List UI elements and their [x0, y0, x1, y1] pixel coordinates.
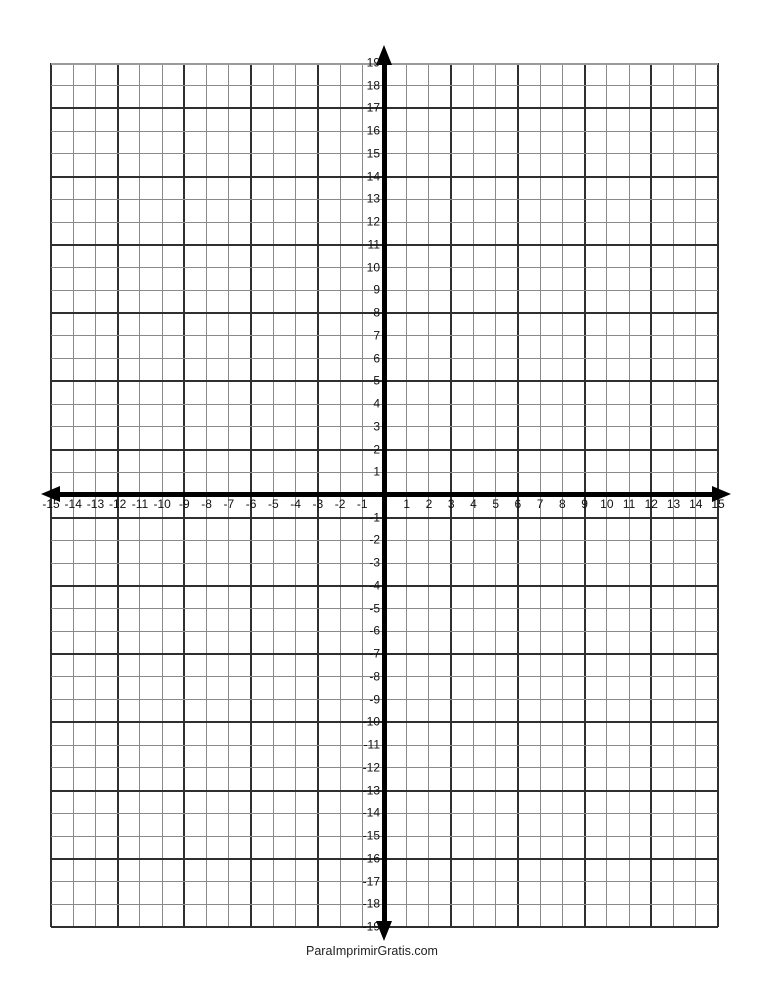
x-tick-label: -14 — [64, 497, 82, 511]
x-tick-label: 6 — [514, 497, 522, 511]
y-tick-label: -17 — [362, 874, 380, 889]
x-tick-label: -8 — [201, 497, 212, 511]
x-tick-label: -5 — [267, 497, 279, 511]
x-tick-label: 10 — [600, 497, 614, 511]
x-tick-label: 12 — [644, 497, 658, 511]
x-tick-label: -15 — [42, 497, 60, 511]
x-tick-label: 9 — [581, 497, 588, 511]
x-tick-label: -13 — [86, 497, 105, 511]
x-tick-label: -4 — [290, 497, 301, 511]
y-tick-label: 15 — [366, 146, 380, 161]
x-tick-label: 3 — [447, 497, 455, 511]
x-tick-label: 2 — [425, 497, 433, 511]
x-tick-label: -1 — [356, 497, 368, 511]
y-tick-label: -5 — [369, 601, 380, 616]
x-tick-label: -2 — [334, 497, 346, 511]
x-tick-label: 11 — [622, 497, 636, 511]
x-tick-label: 4 — [470, 497, 477, 511]
x-tick-label: 5 — [492, 497, 499, 511]
y-tick-label: -6 — [369, 623, 380, 638]
y-tick-label: -1 — [369, 510, 380, 525]
y-tick-label: -12 — [362, 760, 380, 775]
x-tick-label: -9 — [179, 497, 190, 511]
y-tick-label: 13 — [366, 191, 380, 206]
x-tick-label: 13 — [666, 497, 681, 511]
y-tick-label: 19 — [366, 55, 380, 70]
y-tick-label: -3 — [369, 555, 380, 570]
y-tick-label: 17 — [366, 100, 380, 115]
y-tick-label: -10 — [362, 714, 380, 729]
x-tick-label: -3 — [312, 497, 324, 511]
x-tick-label: -11 — [131, 497, 149, 511]
y-tick-label: 16 — [366, 123, 380, 138]
x-tick-label: -6 — [245, 497, 257, 511]
y-tick-label: -2 — [369, 532, 380, 547]
x-tick-label: 15 — [711, 497, 725, 511]
footer-watermark: ParaImprimirGratis.com — [306, 944, 438, 958]
y-tick-label: -15 — [362, 828, 380, 843]
x-tick-label: -7 — [223, 497, 235, 511]
y-tick-label: -13 — [362, 783, 380, 798]
y-tick-label: 10 — [366, 260, 380, 275]
y-tick-label: -7 — [369, 646, 380, 661]
y-tick-label: 7 — [373, 328, 380, 343]
y-tick-label: -4 — [369, 578, 380, 593]
x-tick-label: -10 — [153, 497, 171, 511]
y-tick-label: 5 — [373, 373, 380, 388]
x-tick-label: -12 — [109, 497, 127, 511]
x-tick-label: 14 — [689, 497, 703, 511]
y-tick-label: 6 — [373, 351, 380, 366]
y-tick-label: 3 — [373, 419, 380, 434]
y-tick-label: -14 — [362, 805, 380, 820]
x-tick-label: 7 — [536, 497, 544, 511]
y-tick-label: 18 — [366, 78, 380, 93]
y-tick-label: 9 — [373, 282, 380, 297]
y-tick-label: -11 — [363, 737, 380, 752]
x-tick-label: 1 — [403, 497, 411, 511]
y-tick-label: 1 — [373, 464, 380, 479]
y-tick-label: 2 — [373, 442, 380, 457]
y-tick-label: -8 — [369, 669, 380, 684]
y-tick-label: -16 — [362, 851, 380, 866]
y-tick-label: 11 — [367, 237, 380, 252]
y-tick-label: -9 — [369, 692, 380, 707]
y-tick-label: -19 — [362, 919, 380, 934]
y-tick-label: 8 — [373, 305, 380, 320]
y-axis-line — [382, 57, 387, 924]
x-tick-label: 8 — [559, 497, 566, 511]
y-tick-label: 14 — [366, 169, 380, 184]
y-tick-label: -18 — [362, 896, 380, 911]
y-tick-label: 4 — [373, 396, 380, 411]
y-tick-label: 12 — [366, 214, 380, 229]
